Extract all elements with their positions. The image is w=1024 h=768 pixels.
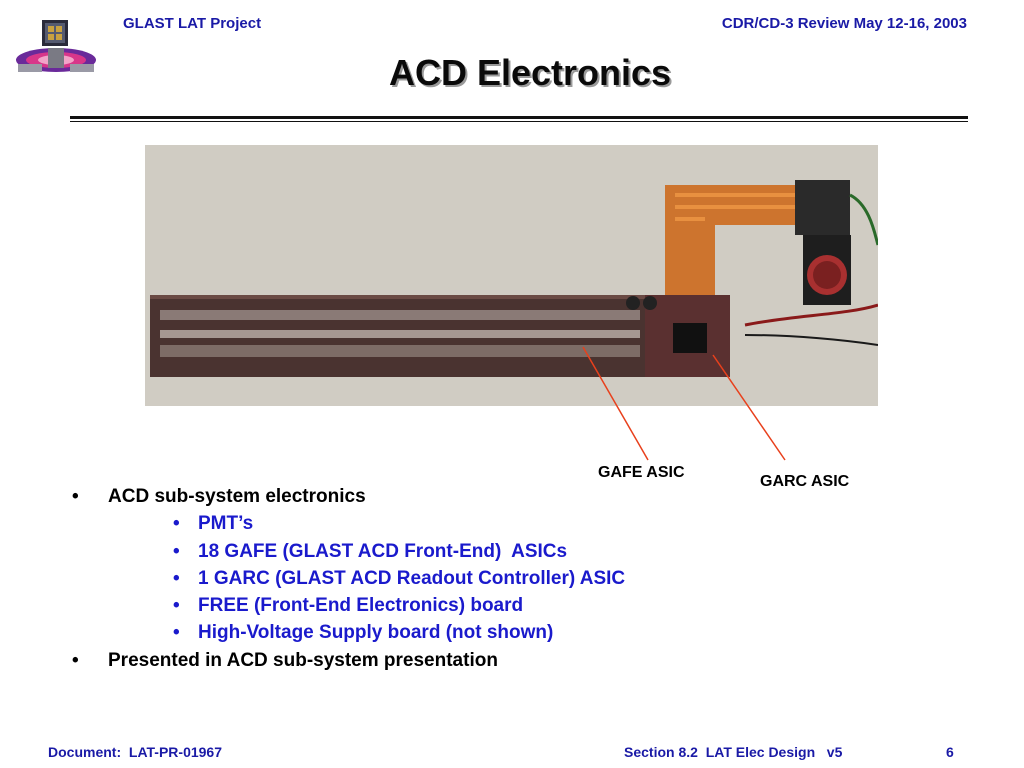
slide-title: ACD Electronics [388, 52, 672, 93]
sub-bullet-free [173, 595, 523, 617]
footer-section: Section 8.2 LAT Elec Design v5 [624, 744, 843, 760]
sub-bullet-text: PMT’s [198, 513, 254, 534]
sub-bullet-text: High-Voltage Supply board (not shown) [198, 622, 554, 643]
sub-bullet-marker: • [173, 568, 180, 589]
bullet-marker: • [72, 486, 79, 507]
sub-bullet-text: 18 GAFE (GLAST ACD Front-End) ASICs [198, 541, 568, 562]
sub-bullet-marker: • [173, 622, 180, 643]
sub-bullet-pmt [173, 513, 253, 535]
bullet-acd-subsystem [72, 486, 366, 508]
bullet-text: Presented in ACD sub-system presentation [108, 650, 498, 671]
sub-bullet-text: 1 GARC (GLAST ACD Readout Controller) ASIC [198, 568, 626, 589]
footer-page-number: 6 [946, 744, 954, 760]
sub-bullet-gafe [173, 541, 567, 563]
sub-bullet-garc [173, 568, 625, 590]
sub-bullet-marker: • [173, 541, 180, 562]
bullet-presented [72, 650, 498, 672]
sub-bullet-marker: • [173, 595, 180, 616]
sub-bullet-hv-supply [173, 622, 553, 644]
bullet-text: ACD sub-system electronics [108, 486, 366, 507]
sub-bullet-text: FREE (Front-End Electronics) board [198, 595, 524, 616]
bullet-marker: • [72, 650, 79, 671]
sub-bullet-marker: • [173, 513, 180, 534]
header-review: CDR/CD-3 Review May 12-16, 2003 [721, 15, 967, 32]
callout-garc-asic: GARC ASIC [760, 473, 850, 490]
footer-document: Document: LAT-PR-01967 [48, 744, 222, 760]
callout-gafe-asic: GAFE ASIC [598, 464, 685, 481]
header-project: GLAST LAT Project [123, 15, 262, 32]
